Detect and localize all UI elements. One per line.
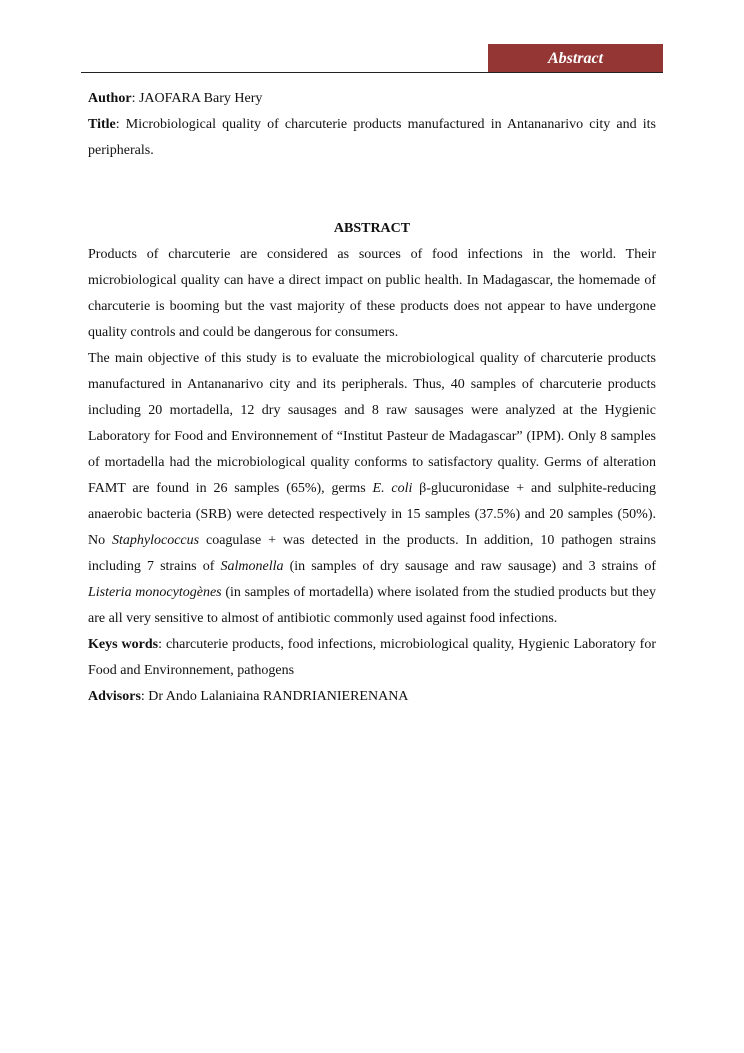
author-line xyxy=(88,86,656,112)
keywords-line xyxy=(88,632,656,684)
header-rule xyxy=(81,72,663,73)
page-content xyxy=(88,86,656,710)
advisors-label: Advisors xyxy=(88,689,141,704)
paragraph-2-text-2: β-glucuronidase + and sulphite-reducing anaerobic bacteria (SRB) were detected respectively in 15 samples (37.5%) and 20 samples (50%). No xyxy=(88,481,656,548)
title-value: : Microbiological quality of charcuterie products manufactured in Antananarivo city and its peripherals. xyxy=(88,117,656,158)
advisors-line xyxy=(88,684,656,710)
staphylococcus-term: Staphylococcus xyxy=(112,533,200,548)
abstract-paragraph-1: Products of charcuterie are considered as sources of food infections in the world. Their microbiological quality can have a direct impact on public health. In Madagascar, the homemade of charcuterie is booming but the vast majority of these products does not appear to have undergone quality controls and could be dangerous for consumers. xyxy=(88,247,656,340)
paragraph-2-text-3: coagulase + was detected in the products. In addition, 10 pathogen strains including 7 strains of xyxy=(88,533,656,574)
abstract-heading: ABSTRACT xyxy=(333,221,411,236)
abstract-paragraph-2 xyxy=(88,346,656,632)
paragraph-2-text-1: The main objective of this study is to evaluate the microbiological quality of charcuterie products manufactured in Antananarivo city and its peripherals. Thus, 40 samples of charcuterie products including 20 mortadella, 12 dry sausages and 8 raw sausages were analyzed at the Hygienic Laboratory for Food and Environnement of “Institut Pasteur de Madagascar” (IPM). Only 8 samples of mortadella had the microbiological quality conforms to satisfactory quality. Germs of alteration FAMT are found in 26 samples (65%), germs xyxy=(88,351,656,496)
ecoli-term: E. coli xyxy=(372,481,413,496)
keywords-value: : charcuterie products, food infections, microbiological quality, Hygienic Laboratory for Food and Environnement, pathogens xyxy=(88,637,656,678)
author-value: : JAOFARA Bary Hery xyxy=(131,91,263,106)
title-label: Title xyxy=(88,117,116,132)
paragraph-2-text-5: (in samples of mortadella) where isolated from the studied products but they are all very sensitive to almost of antibiotic commonly used against food infections. xyxy=(88,585,656,626)
paragraph-2-text-4: (in samples of dry sausage and raw sausage) and 3 strains of xyxy=(283,559,656,574)
author-label: Author xyxy=(88,91,132,106)
title-line xyxy=(88,112,656,164)
keywords-label: Keys words xyxy=(88,637,159,652)
section-tab: Abstract xyxy=(488,44,663,73)
salmonella-term: Salmonella xyxy=(220,559,284,574)
listeria-term: Listeria monocytogènes xyxy=(88,585,222,600)
advisors-value: : Dr Ando Lalaniaina RANDRIANIERENANA xyxy=(140,689,409,704)
